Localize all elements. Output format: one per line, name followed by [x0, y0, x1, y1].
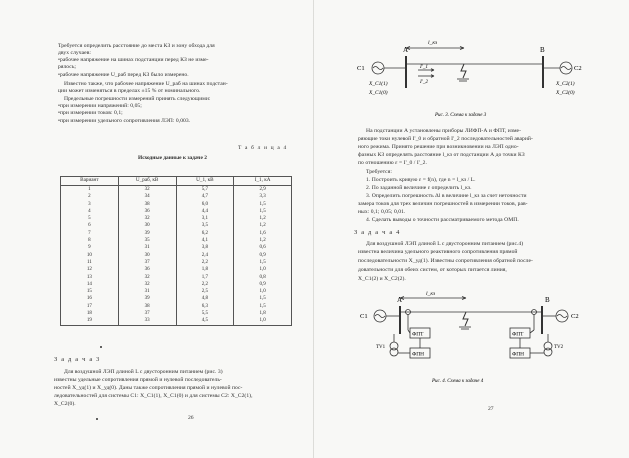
- fig3-label-lkz: l_кз: [428, 40, 438, 46]
- fig4-label-tv2: TV2: [554, 345, 564, 350]
- table-cell: 18: [61, 310, 119, 317]
- required-item-2: 2. По заданной величине ε определить l_кз.: [366, 185, 472, 191]
- intro-line-7: ции может изменяться в пределах ±15 % от номинального.: [58, 88, 201, 94]
- table-cell: 5: [61, 215, 119, 222]
- table-row: [61, 288, 292, 295]
- fig3-label-i1: I'_1: [420, 64, 429, 70]
- fig3-label-xc1-1: X_C1(1): [369, 81, 388, 87]
- table-cell: 2: [61, 193, 119, 200]
- table-cell: 16: [61, 295, 119, 302]
- table-cell: 31: [118, 244, 176, 251]
- figure-3-diagram: [314, 30, 629, 122]
- task4-line-3: последовательности X_уд(1). Известны сопротивления обратной после-: [358, 258, 533, 264]
- table-row: [61, 303, 292, 310]
- required-item-3-cont: замера токов для трех величин погрешностей в измерении токов, рав-: [358, 201, 528, 207]
- table-cell: 33: [118, 317, 176, 325]
- table-cell: 2,9: [234, 186, 292, 194]
- table-cell: 36: [118, 208, 176, 215]
- table-cell: 34: [118, 193, 176, 200]
- fig4-label-fpt-right: ФПТ: [512, 331, 524, 338]
- required-item-4: 4. Сделать выводы о точности рассматриваемого метода ОМП.: [366, 217, 519, 223]
- table-cell: 19: [61, 317, 119, 325]
- table-cell: 14: [61, 281, 119, 288]
- table-cell: 32: [118, 274, 176, 281]
- figure-4-diagram: [314, 290, 629, 400]
- task3-line-3: ностей X_уд(1) и X_уд(0). Даны также сопротивления прямой и нулевой пос-: [54, 385, 243, 391]
- table-cell: 7: [61, 230, 119, 237]
- fault-icon: [461, 64, 466, 78]
- table-cell: 3,8: [176, 244, 234, 251]
- task3-heading: З а д а ч а 3: [54, 356, 101, 363]
- table-cell: 1,0: [234, 266, 292, 273]
- task3-body-line-3: ного режима. Принято решение при возникновении на ЛЭП одно-: [358, 144, 519, 150]
- table-cell: 32: [118, 186, 176, 194]
- intro-line-11: •при измерении удельного сопротивления ЛЭП: 0,003.: [58, 118, 191, 124]
- table-row: [61, 193, 292, 200]
- table-row: [61, 186, 292, 194]
- task4-heading: З а д а ч а 4: [354, 229, 401, 236]
- table-cell: 1,0: [234, 317, 292, 325]
- table-row: [61, 237, 292, 244]
- fig4-label-b: B: [545, 296, 550, 304]
- table-cell: 37: [118, 310, 176, 317]
- table-cell: 0,8: [234, 274, 292, 281]
- table-cell: 1,0: [234, 288, 292, 295]
- table-cell: 4,4: [176, 208, 234, 215]
- intro-line-1: Требуется определить расстояние до места КЗ и зону обхода для: [58, 43, 215, 49]
- table-cell: 2,2: [176, 281, 234, 288]
- table-cell: 38: [118, 303, 176, 310]
- fig3-label-xc2-0: X_C2(0): [556, 90, 575, 96]
- table-cell: 9: [61, 244, 119, 251]
- intro-line-9: •при измерении напряжений: 0,05;: [58, 103, 142, 109]
- table-header-cell: U_раб, кВ: [118, 177, 176, 186]
- table-row: [61, 222, 292, 229]
- table-cell: 17: [61, 303, 119, 310]
- task3-line-2: известны удельные сопротивления прямой и нулевой последователь-: [54, 377, 222, 383]
- intro-line-5: •рабочее напряжение U_раб перед КЗ было измерено.: [58, 72, 189, 78]
- table-cell: 15: [61, 288, 119, 295]
- intro-line-10: •при измерении токов: 0,1;: [58, 110, 123, 116]
- required-label: Требуется:: [366, 169, 392, 175]
- page-number-left: 26: [188, 415, 194, 421]
- table-cell: 3,3: [234, 193, 292, 200]
- table-cell: 0,6: [234, 244, 292, 251]
- table-cell: 4,7: [176, 193, 234, 200]
- table-cell: 4,8: [176, 295, 234, 302]
- table-cell: 4,1: [176, 237, 234, 244]
- table-cell: 4,5: [176, 317, 234, 325]
- table-cell: 0,9: [234, 252, 292, 259]
- table-cell: 1: [61, 186, 119, 194]
- table-cell: 1,5: [234, 303, 292, 310]
- table-row: [61, 208, 292, 215]
- table-cell: 37: [118, 259, 176, 266]
- fig4-label-tv1: TV1: [376, 345, 386, 350]
- table-cell: 5,5: [176, 310, 234, 317]
- fig3-label-xc2-1: X_C2(1): [556, 81, 575, 87]
- table-cell: 32: [118, 281, 176, 288]
- table-cell: 13: [61, 274, 119, 281]
- intro-line-4: рялось;: [58, 64, 77, 70]
- table-row: [61, 281, 292, 288]
- table-cell: 3,5: [176, 222, 234, 229]
- intro-line-3: •рабочее напряжение на шинах подстанции перед КЗ не изме-: [58, 57, 209, 63]
- table-cell: 3,1: [176, 215, 234, 222]
- table-row: [61, 259, 292, 266]
- page-number-right: 27: [488, 406, 494, 412]
- table-cell: 1,5: [234, 201, 292, 208]
- fig3-label-a: A: [403, 46, 409, 54]
- table-cell: 1,5: [234, 259, 292, 266]
- table-cell: 1,2: [234, 237, 292, 244]
- table-row: [61, 244, 292, 251]
- table-row: [61, 310, 292, 317]
- required-item-3: 3. Определить погрешность Δl в величине l_кз за счет неточности: [366, 193, 527, 199]
- table-row: [61, 252, 292, 259]
- table-row: [61, 215, 292, 222]
- table-cell: 1,6: [234, 230, 292, 237]
- fig3-label-xc1-0: X_C1(0): [369, 90, 388, 96]
- table-row: [61, 317, 292, 325]
- table-cell: 3: [61, 201, 119, 208]
- table-cell: 12: [61, 266, 119, 273]
- table-cell: 32: [118, 215, 176, 222]
- table-cell: 1,2: [234, 215, 292, 222]
- table-cell: 1,5: [234, 208, 292, 215]
- intro-line-8: Предельные погрешности измерений принять следующими:: [64, 96, 211, 102]
- table-row: [61, 266, 292, 273]
- table-number: Т а б л и ц а 4: [238, 145, 288, 151]
- fig3-label-c1: C1: [357, 65, 365, 72]
- task3-line-5: X_C2(0).: [54, 401, 76, 407]
- task3-body-line-2: ряющие токи нулевой I'_0 и обратной I'_2 последовательностей аварий-: [358, 136, 533, 142]
- table-header-cell: Вариант: [61, 177, 119, 186]
- left-page: [0, 0, 314, 458]
- table-cell: 6,3: [176, 303, 234, 310]
- task3-body-line-5: по отношению ε = I'_0 / I'_2.: [358, 160, 427, 166]
- ink-dot: [96, 418, 98, 420]
- table-cell: 30: [118, 222, 176, 229]
- fig4-label-fpn-right: ФПН: [512, 351, 525, 358]
- ink-dot: [100, 346, 102, 348]
- fig4-label-fpn-left: ФПН: [412, 351, 425, 358]
- table-cell: 6,0: [176, 201, 234, 208]
- right-page: [314, 0, 629, 458]
- table-cell: 6: [61, 222, 119, 229]
- task4-line-2: известна величина удельного реактивного сопротивления прямой: [358, 249, 518, 255]
- table-header-cell: U_1, кВ: [176, 177, 234, 186]
- table-cell: 2,5: [176, 288, 234, 295]
- table-header-cell: I_1, кА: [234, 177, 292, 186]
- fig4-label-fpt-left: ФПТ: [412, 331, 424, 338]
- table-cell: 31: [118, 288, 176, 295]
- table-cell: 6,2: [176, 230, 234, 237]
- intro-line-6: Известно также, что рабочее напряжение U_раб на шинах подстан-: [64, 81, 228, 87]
- table-row: [61, 274, 292, 281]
- table-row: [61, 230, 292, 237]
- fig4-label-c2: C2: [571, 313, 579, 320]
- table-cell: 0,9: [234, 281, 292, 288]
- fig4-caption: Рис. 4. Схема к задаче 4: [432, 379, 484, 384]
- fig4-label-lkz: l_кз: [426, 291, 436, 297]
- table-cell: 1,8: [234, 310, 292, 317]
- required-item-1: 1. Построить кривую ε = f(n), где n = l_кз / L.: [366, 177, 476, 183]
- fig3-label-b: B: [540, 46, 545, 54]
- table-cell: 1,2: [234, 222, 292, 229]
- table-body: [61, 186, 292, 326]
- source-data-table: [60, 176, 292, 326]
- table-cell: 39: [118, 230, 176, 237]
- task3-body-line-1: На подстанции А установлены приборы ЛИФП-А и ФПТ, изме-: [366, 128, 521, 134]
- table-row: [61, 295, 292, 302]
- table-cell: 38: [118, 201, 176, 208]
- table-cell: 11: [61, 259, 119, 266]
- table-header-row: [61, 177, 292, 186]
- table-cell: 1,8: [176, 266, 234, 273]
- table-cell: 2,2: [176, 259, 234, 266]
- table-cell: 2,4: [176, 252, 234, 259]
- fig3-label-i2: I'_2: [420, 79, 429, 85]
- table-cell: 36: [118, 266, 176, 273]
- table-cell: 5,7: [176, 186, 234, 194]
- table-cell: 4: [61, 208, 119, 215]
- task3-body-line-4: фазных КЗ определять расстояние l_кз от подстанции А до точки КЗ: [358, 152, 525, 158]
- table-cell: 30: [118, 252, 176, 259]
- fault-icon: [463, 312, 468, 326]
- table-cell: 35: [118, 237, 176, 244]
- fig3-caption: Рис. 3. Схема к задаче 3: [435, 113, 487, 118]
- fig4-label-c1: C1: [360, 313, 368, 320]
- task4-line-1: Для воздушной ЛЭП длиной L с двусторонним питанием (рис.4): [366, 241, 524, 247]
- task4-line-5: X_C1(2) и X_C2(2).: [358, 276, 406, 282]
- table-cell: 39: [118, 295, 176, 302]
- required-item-3-end: ных: 0,1; 0,05; 0,01.: [358, 209, 406, 215]
- task3-line-1: Для воздушной ЛЭП длиной L с двусторонним питанием (рис. 3): [64, 369, 223, 375]
- table-cell: 8: [61, 237, 119, 244]
- fig3-label-c2: C2: [574, 65, 582, 72]
- task4-line-4: довательности для обеих систем, от которых питается линия,: [358, 267, 507, 273]
- table-row: [61, 201, 292, 208]
- table-cell: 1,5: [234, 295, 292, 302]
- table-caption: Исходные данные к задаче 2: [138, 155, 207, 161]
- task3-line-4: ледовательностей для системы С1: X_C1(1), X_C1(0) и для системы С2: X_C2(1),: [54, 393, 253, 399]
- table-cell: 1,7: [176, 274, 234, 281]
- fig4-label-a: A: [397, 296, 403, 304]
- intro-line-2: двух случаев:: [58, 50, 91, 56]
- table-cell: 10: [61, 252, 119, 259]
